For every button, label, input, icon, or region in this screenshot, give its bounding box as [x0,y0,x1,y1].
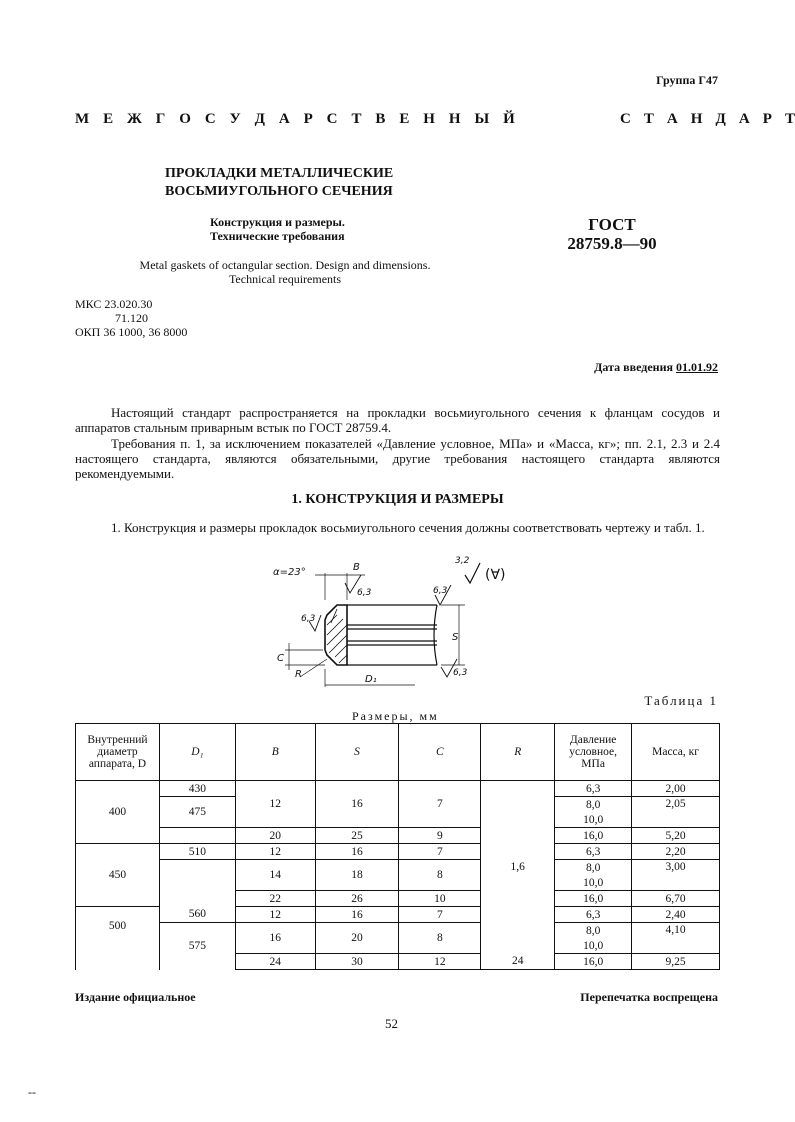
cell-mass: 2,20 [632,844,720,860]
cell-r: 24 [481,954,555,970]
cell-s: 16 [315,844,399,860]
intro-paragraph: Настоящий стандарт распространяется на прокладки восьмиугольного сечения к фланцам сосудов и аппаратов стальным приварным встык по ГОСТ 28759.4. [75,405,720,435]
header-b: B [235,724,315,781]
cell-c: 7 [399,844,481,860]
group-code: Группа Г47 [656,73,718,87]
header-s: S [315,724,399,781]
cell-b: 12 [235,781,315,828]
table-caption: Таблица 1 [644,693,718,708]
cell-pressure: 8,0 [555,860,632,876]
table-row [76,923,720,939]
cell-pressure: 10,0 [555,938,632,954]
cell-b: 14 [235,860,315,891]
cell-pressure: 6,3 [555,907,632,923]
cell-d: 500 [76,907,160,970]
cell-pressure: 8,0 [555,797,632,813]
cell-d: 450 [76,844,160,907]
s-label: S [452,632,459,643]
header-mass: Масса, кг [632,724,720,781]
cell-mass: 2,40 [632,907,720,923]
roughness-main-label: 3,2 [455,556,470,566]
gost-number: ГОСТ 28759.8—90 [567,215,657,253]
header-diameter: Внутренний диаметр аппарата, D [76,724,160,781]
cell-d1: 560 [159,907,235,923]
cell-pressure: 16,0 [555,954,632,970]
page-number: 52 [385,1016,398,1031]
effective-date: Дата введения 01.01.92 [594,360,718,374]
cell-pressure: 10,0 [555,875,632,891]
header-c: C [399,724,481,781]
cell-s: 16 [315,781,399,828]
margin-dash: -- [28,1085,36,1099]
header-r: R [481,724,555,781]
d1-label: D₁ [365,674,377,685]
cell-pressure: 16,0 [555,828,632,844]
roughness-label-1: 6,3 [433,586,448,596]
cell-mass: 6,70 [632,891,720,907]
section-heading: 1. КОНСТРУКЦИЯ И РАЗМЕРЫ [291,492,504,507]
cell-c: 8 [399,923,481,954]
cell-c: 10 [399,891,481,907]
cell-mass: 2,00 [632,781,720,797]
header-d1: D₁ [159,724,235,781]
table-row [76,844,720,860]
cell-c: 12 [399,954,481,970]
cell-s: 25 [315,828,399,844]
english-title: Metal gaskets of octangular section. Design and dimensions. Technical requirements [139,258,431,286]
cell-mass: 4,10 [632,923,720,954]
c-label: C [277,653,284,664]
roughness-label-2: 6,3 [357,588,372,598]
design-paragraph: 1. Конструкция и размеры прокладок восьмиугольного сечения должны соответствовать чертежу и табл. 1. [111,520,705,535]
r-label: R [295,669,302,680]
cell-mass: 3,00 [632,860,720,891]
cell-r: 1,6 [481,781,555,954]
table-row [76,828,720,844]
angle-label: α=23° [273,567,306,578]
dimensions-caption: Размеры, мм [352,709,439,723]
header-pressure: Давление условное, МПа [555,724,632,781]
svg-text:(∀): (∀) [485,567,506,583]
official-edition-note: Издание официальное [75,990,196,1004]
cell-d1: 430 [159,781,235,797]
cell-c: 7 [399,907,481,923]
cell-d1: 575 [159,923,235,970]
document-subtitle: Конструкция и размеры. Технические требования [210,215,345,243]
requirements-paragraph: Требования п. 1, за исключением показателей «Давление условное, МПа» и «Масса, кг»; пп. 2.1, 2.3 и 2.4 настоящего стандарта, являются обязательными, другие требования настоящего стандарта являются рекомендуемыми. [75,436,720,481]
cell-c: 8 [399,860,481,891]
cell-s: 16 [315,907,399,923]
roughness-label-4: 6,3 [301,614,316,624]
cell-d1: 510 [159,844,235,860]
cell-pressure: 8,0 [555,923,632,939]
cell-b: 20 [235,828,315,844]
cell-c: 9 [399,828,481,844]
cell-pressure: 6,3 [555,781,632,797]
table-row [76,860,720,876]
cell-mass: 5,20 [632,828,720,844]
cell-b: 12 [235,844,315,860]
cell-d1: 475 [159,797,235,828]
cell-s: 30 [315,954,399,970]
standard-word: С Т А Н Д А Р Т [620,111,795,127]
cell-s: 18 [315,860,399,891]
interstate-word: М Е Ж Г О С У Д А Р С Т В Е Н Н Ы Й [75,111,515,127]
table-row [76,781,720,797]
cell-mass: 9,25 [632,954,720,970]
cell-c: 7 [399,781,481,828]
cell-pressure: 6,3 [555,844,632,860]
cell-b: 24 [235,954,315,970]
classification-codes: МКС 23.020.30 71.120 ОКП 36 1000, 36 8000 [75,297,188,339]
cell-b: 16 [235,923,315,954]
dimensions-table [75,723,720,970]
gasket-section-drawing [265,555,525,690]
cell-mass: 2,05 [632,797,720,828]
table-header-row [76,724,720,781]
cell-d: 400 [76,781,160,844]
cell-s: 20 [315,923,399,954]
cell-b: 22 [235,891,315,907]
reprint-prohibited-note: Перепечатка воспрещена [580,990,718,1004]
b-label: B [353,562,360,573]
document-title: ПРОКЛАДКИ МЕТАЛЛИЧЕСКИЕ ВОСЬМИУГОЛЬНОГО СЕЧЕНИЯ [165,166,394,199]
table-row [76,907,720,923]
cell-pressure: 16,0 [555,891,632,907]
cell-b: 12 [235,907,315,923]
roughness-label-3: 6,3 [453,668,468,678]
cell-pressure: 10,0 [555,812,632,828]
cell-s: 26 [315,891,399,907]
